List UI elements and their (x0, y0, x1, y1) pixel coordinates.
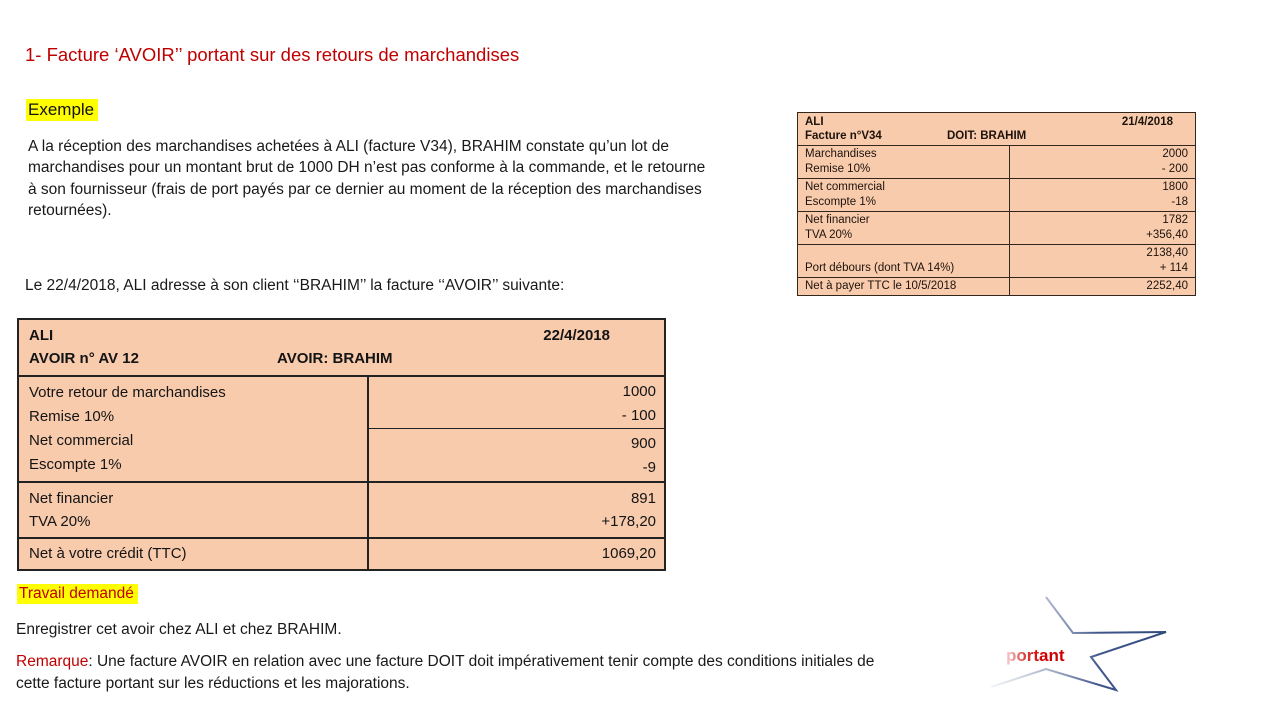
doit-value: -18 (1171, 196, 1188, 208)
avoir-detail-labels (19, 377, 369, 481)
doit-row (798, 245, 1195, 278)
avoir-value: -9 (642, 459, 656, 476)
doit-label (805, 246, 1002, 261)
avoir-invoice-header (19, 320, 664, 377)
avoir-value: 900 (630, 435, 656, 452)
doit-value: - 200 (1161, 163, 1188, 175)
doit-row (798, 179, 1195, 212)
doit-label: Net commercial (805, 181, 885, 193)
doit-total-value: 2252,40 (1146, 280, 1188, 292)
avoir-client: AVOIR: BRAHIM (277, 350, 393, 367)
doit-label: TVA 20% (805, 229, 853, 241)
star-outline (991, 597, 1166, 690)
paragraph-line: marchandises pour un montant brut de 1000 DH n’est pas conforme à la commande, et le retourne (28, 159, 706, 177)
avoir-date: 22/4/2018 (543, 327, 610, 344)
avoir-label: Votre retour de marchandises (29, 384, 226, 401)
avoir-total-value: 1069,20 (601, 545, 656, 562)
avoir-value: 1000 (622, 383, 656, 400)
travail-label (17, 585, 138, 603)
doit-total-label: Net à payer TTC le 10/5/2018 (805, 280, 957, 292)
doit-number: Facture n°V34 (805, 130, 882, 142)
task-line: Enregistrer cet avoir chez ALI et chez BRAHIM. (16, 621, 342, 638)
remark-line: cette facture portant sur les réductions et les majorations. (16, 674, 410, 692)
doit-total-row (798, 278, 1195, 295)
doit-value: 1782 (1162, 214, 1188, 226)
avoir-financier-row (19, 481, 664, 537)
paragraph-line: A la réception des marchandises achetées à ALI (facture V34), BRAHIM constate qu’un lot de (28, 138, 670, 155)
example-label (26, 100, 98, 120)
doit-value: 2000 (1162, 148, 1188, 160)
paragraph-line: à son fournisseur (frais de port payés par ce dernier au moment de la réception des marchandises (28, 180, 702, 198)
intro-paragraph (28, 136, 705, 221)
paragraph-line: retournées). (28, 201, 112, 219)
avoir-values-block2 (369, 429, 664, 481)
avoir-total-row (19, 537, 664, 569)
doit-label: Port débours (dont TVA 14%) (805, 262, 955, 274)
doit-invoice-header (798, 113, 1195, 146)
doit-label: Marchandises (805, 148, 877, 160)
avoir-value: +178,20 (601, 513, 656, 530)
page-title: 1- Facture ‘AVOIR’’ portant sur des retours de marchandises (25, 44, 520, 65)
remark (16, 651, 874, 694)
avoir-value: 891 (630, 490, 656, 507)
doit-value: 2138,40 (1146, 247, 1188, 259)
travail-highlight: Travail demandé (17, 584, 138, 604)
avoir-label: Remise 10% (29, 408, 115, 425)
doit-date: 21/4/2018 (1121, 116, 1173, 128)
avoir-invoice-table (17, 318, 666, 571)
remark-line (16, 651, 874, 673)
avoir-values-block1 (369, 377, 664, 429)
doit-label: Net financier (805, 214, 870, 226)
avoir-seller: ALI (29, 327, 54, 344)
remark-label: Remarque (16, 653, 89, 670)
example-highlight: Exemple (26, 99, 98, 121)
doit-value: 1800 (1162, 181, 1188, 193)
doit-label: Remise 10% (805, 163, 871, 175)
avoir-label: Net commercial (29, 432, 134, 449)
doit-value: +356,40 (1146, 229, 1188, 241)
avoir-detail-block (19, 377, 664, 481)
doit-label: Escompte 1% (805, 196, 876, 208)
doit-value: + 114 (1159, 262, 1188, 274)
avoir-label: Net financier (29, 490, 114, 507)
avoir-label: TVA 20% (29, 513, 91, 530)
doit-client: DOIT: BRAHIM (947, 130, 1027, 142)
avoir-total-label: Net à votre crédit (TTC) (19, 539, 369, 569)
avoir-value: - 100 (621, 407, 656, 424)
avoir-label: Escompte 1% (29, 456, 122, 473)
avoir-number: AVOIR n° AV 12 (29, 350, 139, 367)
doit-row (798, 146, 1195, 179)
star-shape (972, 584, 1177, 714)
doit-seller: ALI (805, 116, 824, 128)
doit-row (798, 212, 1195, 245)
intro-line: Le 22/4/2018, ALI adresse à son client ‘‘BRAHIM’’ la facture ‘‘AVOIR’’ suivante: (25, 277, 565, 294)
remark-text: : Une facture AVOIR en relation avec une facture DOIT doit impérativement tenir compte des conditions initiales de (88, 653, 875, 670)
doit-invoice-table (797, 112, 1196, 296)
star-text: portant (1006, 646, 1065, 665)
